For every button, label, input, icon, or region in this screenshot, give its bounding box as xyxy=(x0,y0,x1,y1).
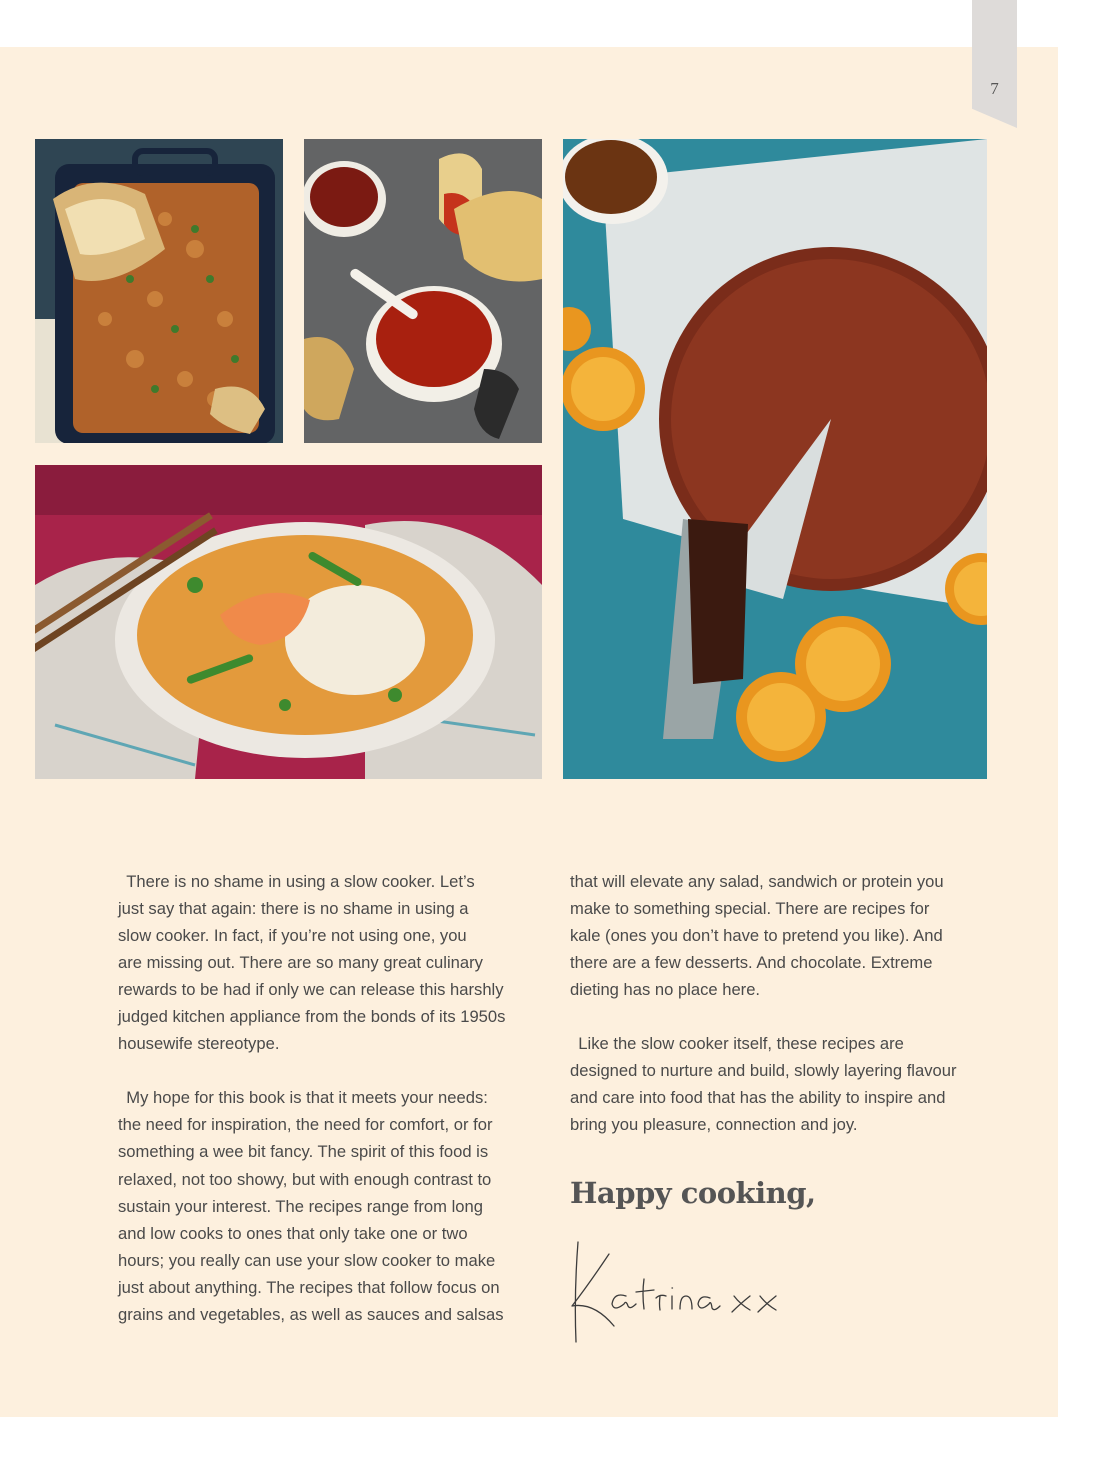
text-line: kale (ones you don’t have to pretend you like). And xyxy=(570,926,943,946)
text-line: just say that again: there is no shame in using a xyxy=(118,899,469,919)
text-line: are missing out. There are so many great culinary xyxy=(118,953,483,973)
text-line: there are a few desserts. And chocolate. Extreme xyxy=(570,953,933,973)
body-column-right xyxy=(570,868,990,1138)
body-column-left xyxy=(118,868,538,1328)
text-line: Like the slow cooker itself, these recipes are xyxy=(570,1034,904,1054)
paragraph xyxy=(570,868,990,1003)
photo-prawn-laksa xyxy=(35,465,542,779)
text-line: make to something special. There are recipes for xyxy=(570,899,930,919)
text-line: bring you pleasure, connection and joy. xyxy=(570,1115,858,1135)
text-line: sustain your interest. The recipes range from long xyxy=(118,1196,483,1216)
text-line: There is no shame in using a slow cooker. Let’s xyxy=(118,872,475,891)
text-line: something a wee bit fancy. The spirit of this food is xyxy=(118,1142,489,1162)
text-line: just about anything. The recipes that follow focus on xyxy=(118,1277,500,1297)
text-line: hours; you really can use your slow cooker to make xyxy=(118,1250,496,1270)
text-line: grains and vegetables, as well as sauces and salsas xyxy=(118,1304,504,1324)
paragraph xyxy=(570,1030,990,1138)
text-line: and care into food that has the ability to inspire and xyxy=(570,1088,946,1108)
photo-chocolate-cake xyxy=(563,139,987,779)
text-line: housewife stereotype. xyxy=(118,1034,280,1054)
paragraph xyxy=(118,868,538,1057)
text-line: and low cooks to ones that only take one or two xyxy=(118,1223,468,1243)
page-number: 7 xyxy=(990,79,999,98)
text-line: My hope for this book is that it meets your needs: xyxy=(118,1088,488,1108)
photo-chickpea-tray xyxy=(35,139,283,443)
text-line: that will elevate any salad, sandwich or protein you xyxy=(570,872,944,891)
text-line: relaxed, not too showy, but with enough contrast to xyxy=(118,1169,492,1189)
page-bookmark-tab xyxy=(972,0,1017,128)
text-line: rewards to be had if only we can release this harshly xyxy=(118,980,504,1000)
paragraph xyxy=(118,1084,538,1327)
signature-image xyxy=(564,1234,794,1349)
text-line: slow cooker. In fact, if you’re not using one, you xyxy=(118,926,467,946)
signoff-heading: Happy cooking, xyxy=(570,1176,816,1210)
text-line: dieting has no place here. xyxy=(570,980,761,1000)
text-line: designed to nurture and build, slowly layering flavour xyxy=(570,1061,957,1081)
text-line: judged kitchen appliance from the bonds of its 1950s xyxy=(118,1007,506,1027)
photo-tomato-soup xyxy=(304,139,542,443)
text-line: the need for inspiration, the need for comfort, or for xyxy=(118,1115,493,1135)
